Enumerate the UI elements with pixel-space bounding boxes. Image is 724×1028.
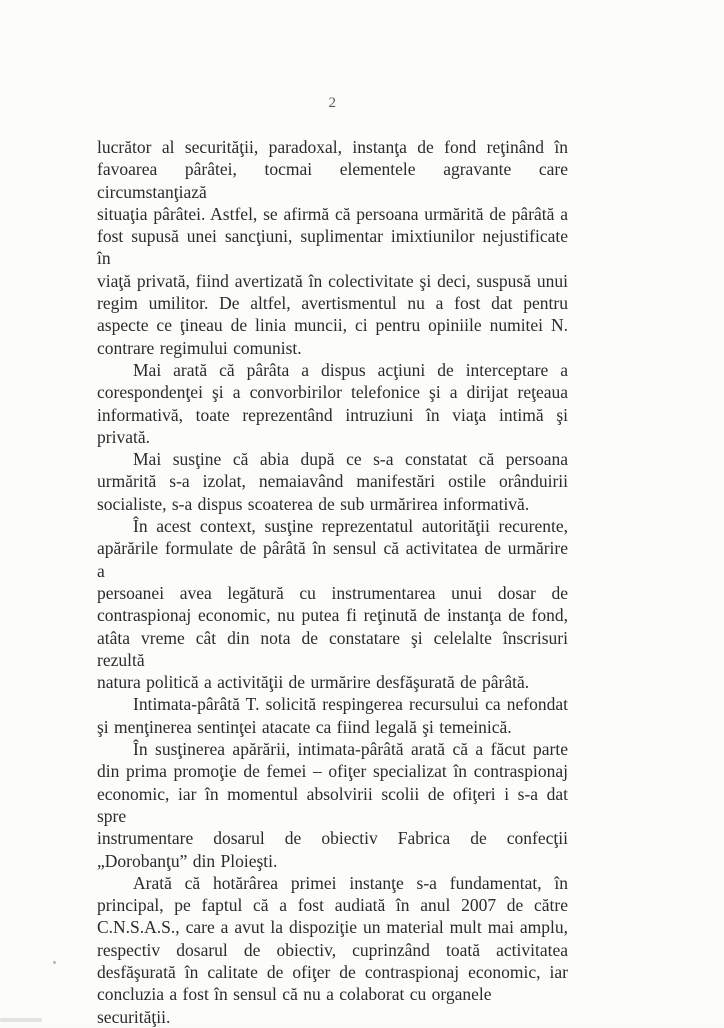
text-line: principal, pe faptul că a fost audiată în anul 2007 de către <box>97 895 568 916</box>
text-line: „Dorobanţu” din Ploieşti. <box>97 850 278 871</box>
text-line: instrumentare dosarul de obiectiv Fabrica de confecţii <box>97 828 568 849</box>
text-line: situaţia pârâtei. Astfel, se afirmă că persoana urmărită de pârâtă a <box>97 203 568 224</box>
paragraph <box>97 738 568 872</box>
text-block <box>97 136 568 1028</box>
paragraph <box>97 515 568 693</box>
text-line: fost supusă unei sancţiuni, suplimentar imixtiunilor nejustificate în <box>97 226 568 269</box>
text-line: lucrător al securităţii, paradoxal, instanţa de fond reţinând în <box>97 137 568 157</box>
text-line: natura politică a activităţii de urmărire desfăşurată de pârâtă. <box>97 672 530 693</box>
text-line: În acest context, susţine reprezentatul autorităţii recurente, <box>133 516 568 537</box>
paragraph <box>97 448 568 515</box>
text-line: viaţă privată, fiind avertizată în colectivitate şi deci, suspusă unui <box>97 270 568 291</box>
paragraph <box>97 693 568 738</box>
page-number: 2 <box>328 95 337 111</box>
text-line: respectiv dosarul de obiectiv, cuprinzând toată activitatea <box>97 939 568 960</box>
text-line: apărările formulate de pârâtă în sensul că activitatea de urmărire a <box>97 538 568 581</box>
text-line: Mai arată că pârâta a dispus acţiuni de interceptare a <box>133 359 568 380</box>
text-line: Intimata-pârâtă T. solicită respingerea recursului ca nefondat <box>133 694 568 715</box>
text-line: favoarea pârâtei, tocmai elementele agravante care circumstanţiază <box>97 159 568 202</box>
text-line: urmărită s-a izolat, nemaiavând manifestări ostile orânduirii <box>97 471 568 492</box>
text-line: informativă, toate reprezentând intruziuni în viaţa intimă şi <box>97 404 568 425</box>
paragraph <box>97 872 568 1028</box>
text-line: C.N.S.A.S., care a avut la dispoziţie un material mult mai amplu, <box>97 917 568 938</box>
text-line: Arată că hotărârea primei instanţe s-a fundamentat, în <box>133 872 568 893</box>
text-line: contrare regimului comunist. <box>97 337 302 358</box>
paragraph <box>97 136 568 359</box>
text-line: contraspionaj economic, nu putea fi reţinută de instanţa de fond, <box>97 605 568 626</box>
text-line: atâta vreme cât din nota de constatare şi celelalte înscrisuri rezultă <box>97 627 568 670</box>
text-line: persoanei avea legătură cu instrumentarea unui dosar de <box>97 582 568 603</box>
scan-speck <box>53 961 56 964</box>
text-line: şi menţinerea sentinţei atacate ca fiind legală şi temeinică. <box>97 716 512 737</box>
text-line: din prima promoţie de femei – ofiţer specializat în contraspionaj <box>97 761 568 782</box>
scan-smudge <box>0 1018 42 1022</box>
text-line: desfăşurată în calitate de ofiţer de contraspionaj economic, iar <box>97 961 568 982</box>
text-line: Mai susţine că abia după ce s-a constatat că persoana <box>133 449 568 470</box>
text-line: corespondenţei şi a convorbirilor telefonice şi a dirijat reţeaua <box>97 382 568 403</box>
paragraph <box>97 359 568 448</box>
text-line: aspecte ce ţineau de linia muncii, ci pentru opiniile numitei N. <box>97 315 568 336</box>
text-line: În susţinerea apărării, intimata-pârâtă arată că a făcut parte <box>133 739 568 760</box>
text-line: privată. <box>97 426 150 447</box>
text-line: concluzia a fost în sensul că nu a colaborat cu organele securităţii. <box>97 984 492 1027</box>
text-line: regim umilitor. De altfel, avertismentul nu a fost dat pentru <box>97 293 568 314</box>
text-line: economic, iar în momentul absolvirii scolii de ofiţeri i s-a dat spre <box>97 783 568 826</box>
text-line: socialiste, s-a dispus scoaterea de sub urmărirea informativă. <box>97 493 530 514</box>
